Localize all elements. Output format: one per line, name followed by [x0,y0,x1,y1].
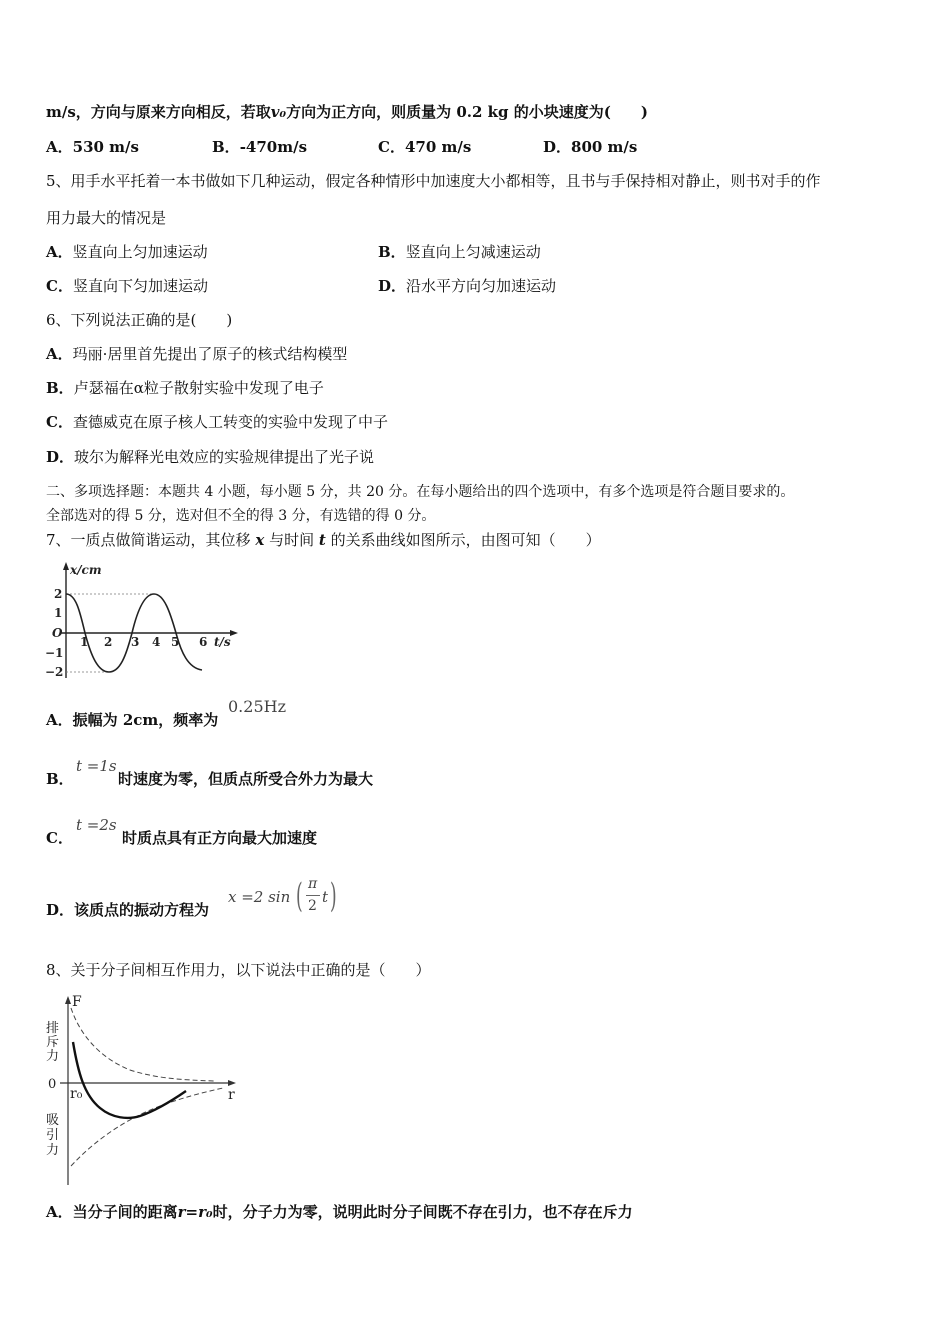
q4-option-a[interactable]: A．530 m/s [46,138,139,156]
q5-option-c[interactable]: C．竖直向下匀加速运动 [46,277,208,295]
q4-option-d[interactable]: D．800 m/s [543,138,638,156]
q7-option-b-text: 时速度为零，但质点所受合外力为最大 [118,770,374,788]
q6-option-d[interactable]: D．玻尔为解释光电效应的实验规律提出了光子说 [46,448,375,466]
q7-xtick: 3 [131,635,140,649]
q7-option-b[interactable]: B． [46,770,74,788]
q7-option-a-math: 0.25Hz [228,697,287,716]
q8-xlabel: r [228,1087,235,1103]
q7-ytick: −1 [45,646,64,660]
q7-ytick: 2 [54,587,63,601]
q5-stem-line2: 用力最大的情况是 [46,209,167,227]
q4-option-b[interactable]: B．-470m/s [212,138,308,156]
q7-x-arrow [230,630,238,636]
q8-rep-label: 斥 [46,1035,60,1050]
q7-xtick: 6 [199,635,208,649]
q7-xtick: 4 [152,635,161,649]
q8-option-a[interactable]: A．当分子间的距离r=r₀时，分子力为零，说明此时分子间既不存在引力，也不存在斥力 [46,1203,633,1221]
q7-option-c-math: t =2s [76,816,117,834]
q4-stem: m/s，方向与原来方向相反，若取v₀方向为正方向，则质量为 0.2 kg 的小块速度为( ) [46,103,648,121]
q8-resultant-curve [73,1042,186,1118]
q7-ylabel: x/cm [70,563,102,577]
q5-option-d[interactable]: D．沿水平方向匀加速运动 [378,277,557,295]
q7-xtick: 2 [104,635,113,649]
q8-att-label: 引 [46,1128,60,1143]
q7-option-c-text: 时质点具有正方向最大加速度 [122,829,318,847]
q7-displacement-graph [44,560,244,684]
q8-r0: r₀ [70,1086,83,1102]
q7-option-c[interactable]: C． [46,829,73,847]
q7-option-d-equation: x =2 sin ( π 2 t ) [228,876,337,916]
q7-option-a[interactable]: A．振幅为 2cm，频率为 [46,711,219,729]
q8-repulsion-curve [71,1008,215,1081]
q7-origin: O [52,626,63,640]
q5-stem-line1: 5、用手水平托着一本书做如下几种运动，假定各种情形中加速度大小都相等，且书与手保持相对静止，则书对手的作 [46,172,821,190]
q7-xlabel: t/s [214,635,231,649]
q7-stem: 7、一质点做简谐运动，其位移 x 与时间 t 的关系曲线如图所示，由图可知（ ） [46,531,601,549]
q6-option-b[interactable]: B．卢瑟福在α粒子散射实验中发现了电子 [46,379,324,397]
q7-ytick: 1 [54,606,63,620]
q7-y-arrow [63,562,69,570]
q6-stem: 6、下列说法正确的是( ) [46,311,233,329]
q8-y-arrow [65,996,71,1004]
q8-zero: 0 [48,1077,57,1092]
section2-line2: 全部选对的得 5 分，选对但不全的得 3 分，有选错的得 0 分。 [46,508,436,524]
q8-molecular-force-graph [40,990,250,1190]
q7-option-d[interactable]: D．该质点的振动方程为 [46,901,210,919]
q8-att-label: 力 [46,1143,60,1158]
q7-xtick: 5 [171,635,180,649]
q8-att-label: 吸 [46,1113,60,1128]
q5-option-a[interactable]: A．竖直向上匀加速运动 [46,243,208,261]
q8-stem: 8、关于分子间相互作用力，以下说法中正确的是（ ） [46,961,431,979]
q8-attraction-curve [71,1088,223,1166]
q5-option-b[interactable]: B．竖直向上匀减速运动 [378,243,541,261]
q7-option-b-math: t =1s [76,757,117,775]
section2-line1: 二、多项选择题：本题共 4 小题，每小题 5 分，共 20 分。在每小题给出的四个选项中，有多个选项是符合题目要求的。 [46,484,795,500]
q6-option-c[interactable]: C．查德威克在原子核人工转变的实验中发现了中子 [46,413,388,431]
q8-x-arrow [228,1080,236,1086]
q8-ylabel: F [72,994,82,1010]
q6-option-a[interactable]: A．玛丽·居里首先提出了原子的核式结构模型 [46,345,348,363]
q8-rep-label: 力 [46,1049,60,1064]
q8-rep-label: 排 [46,1021,60,1036]
q7-xtick: 1 [80,635,89,649]
q4-option-c[interactable]: C．470 m/s [378,138,472,156]
q7-ytick: −2 [45,665,64,679]
